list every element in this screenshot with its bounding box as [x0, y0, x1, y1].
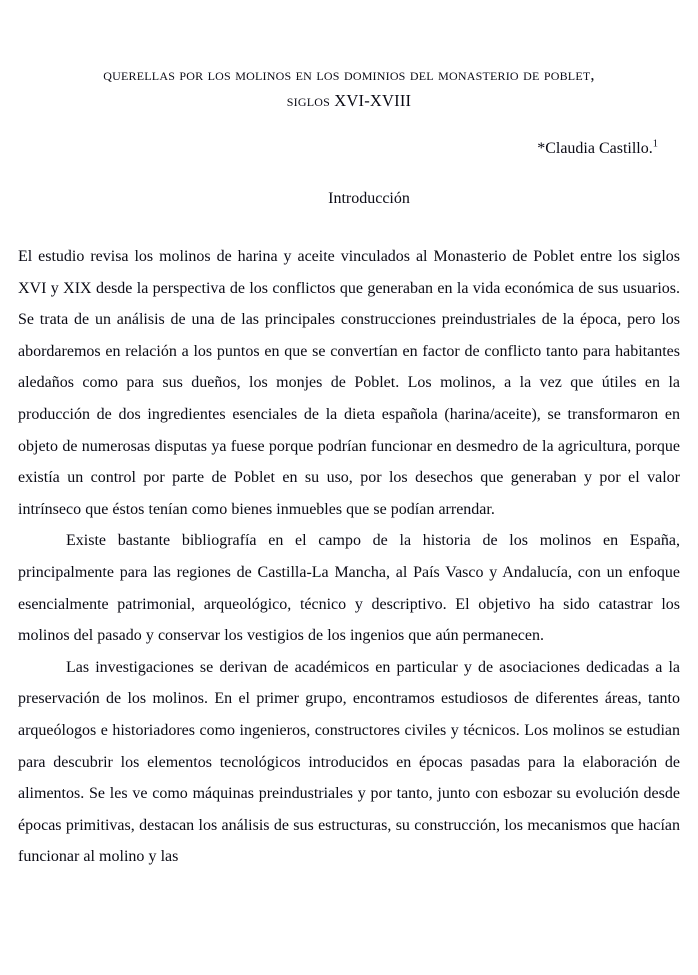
footnote-marker: 1 — [652, 138, 658, 150]
document-title-line-2 — [18, 88, 680, 114]
paragraph-1: El estudio revisa los molinos de harina y aceite vinculados al Monasterio de Poblet entre los siglos XVI y XIX desde la perspectiva de los conflictos que generaban en la vida económica de sus usuarios. Se trata de un análisis de una de las principales construcciones preindustriales de la época, pero los abordaremos en relación a los puntos en que se convertían en factor de conflicto tanto para habitantes aledaños como para sus dueños, los monjes de Poblet. Los molinos, a la vez que útiles en la producción de dos ingredientes esenciales de la dieta española (harina/aceite), se transformaron en objeto de numerosas disputas ya fuese porque podrían funcionar en desmedro de la agricultura, porque existía un control por parte de Poblet en su uso, por los desechos que generaban y por el valor intrínseco que éstos tenían como bienes inmuebles que se podían arrendar. — [18, 248, 680, 518]
page-content — [18, 0, 680, 873]
author-byline — [18, 114, 680, 161]
document-title-line-1: querellas por los molinos en los dominios del monasterio de poblet, — [103, 65, 595, 84]
document-title-line-2-numerals: XVI-XVIII — [334, 91, 412, 110]
author-name: *Claudia Castillo. — [537, 140, 653, 157]
document-title-line-2-prefix: siglos — [286, 91, 335, 110]
paragraph-2: Existe bastante bibliografía en el campo de la historia de los molinos en España, principalmente para las regiones de Castilla-La Mancha, al País Vasco y Andalucía, con un enfoque esencialmente patrimonial, arqueológico, técnico y descriptivo. El objetivo ha sido catastrar los molinos del pasado y conservar los vestigios de los ingenios que aún permanecen. — [18, 532, 680, 645]
section-heading-introduccion: Introducción — [328, 190, 410, 207]
paragraph-3: Las investigaciones se derivan de académicos en particular y de asociaciones dedicadas a la preservación de los molinos. En el primer grupo, encontramos estudiosos de diferentes áreas, tanto arqueólogos e historiadores como ingenieros, constructores civiles y técnicos. Los molinos se estudian para descubrir los elementos tecnológicos introducidos en épocas pasadas para la elaboración de alimentos. Se les ve como máquinas preindustriales y por tanto, junto con esbozar su evolución desde épocas primitivas, destacan los análisis de sus estructuras, su construcción, los mecanismos que hacían funcionar al molino y las — [18, 658, 680, 866]
document-title — [18, 0, 680, 114]
body-text — [18, 211, 680, 873]
